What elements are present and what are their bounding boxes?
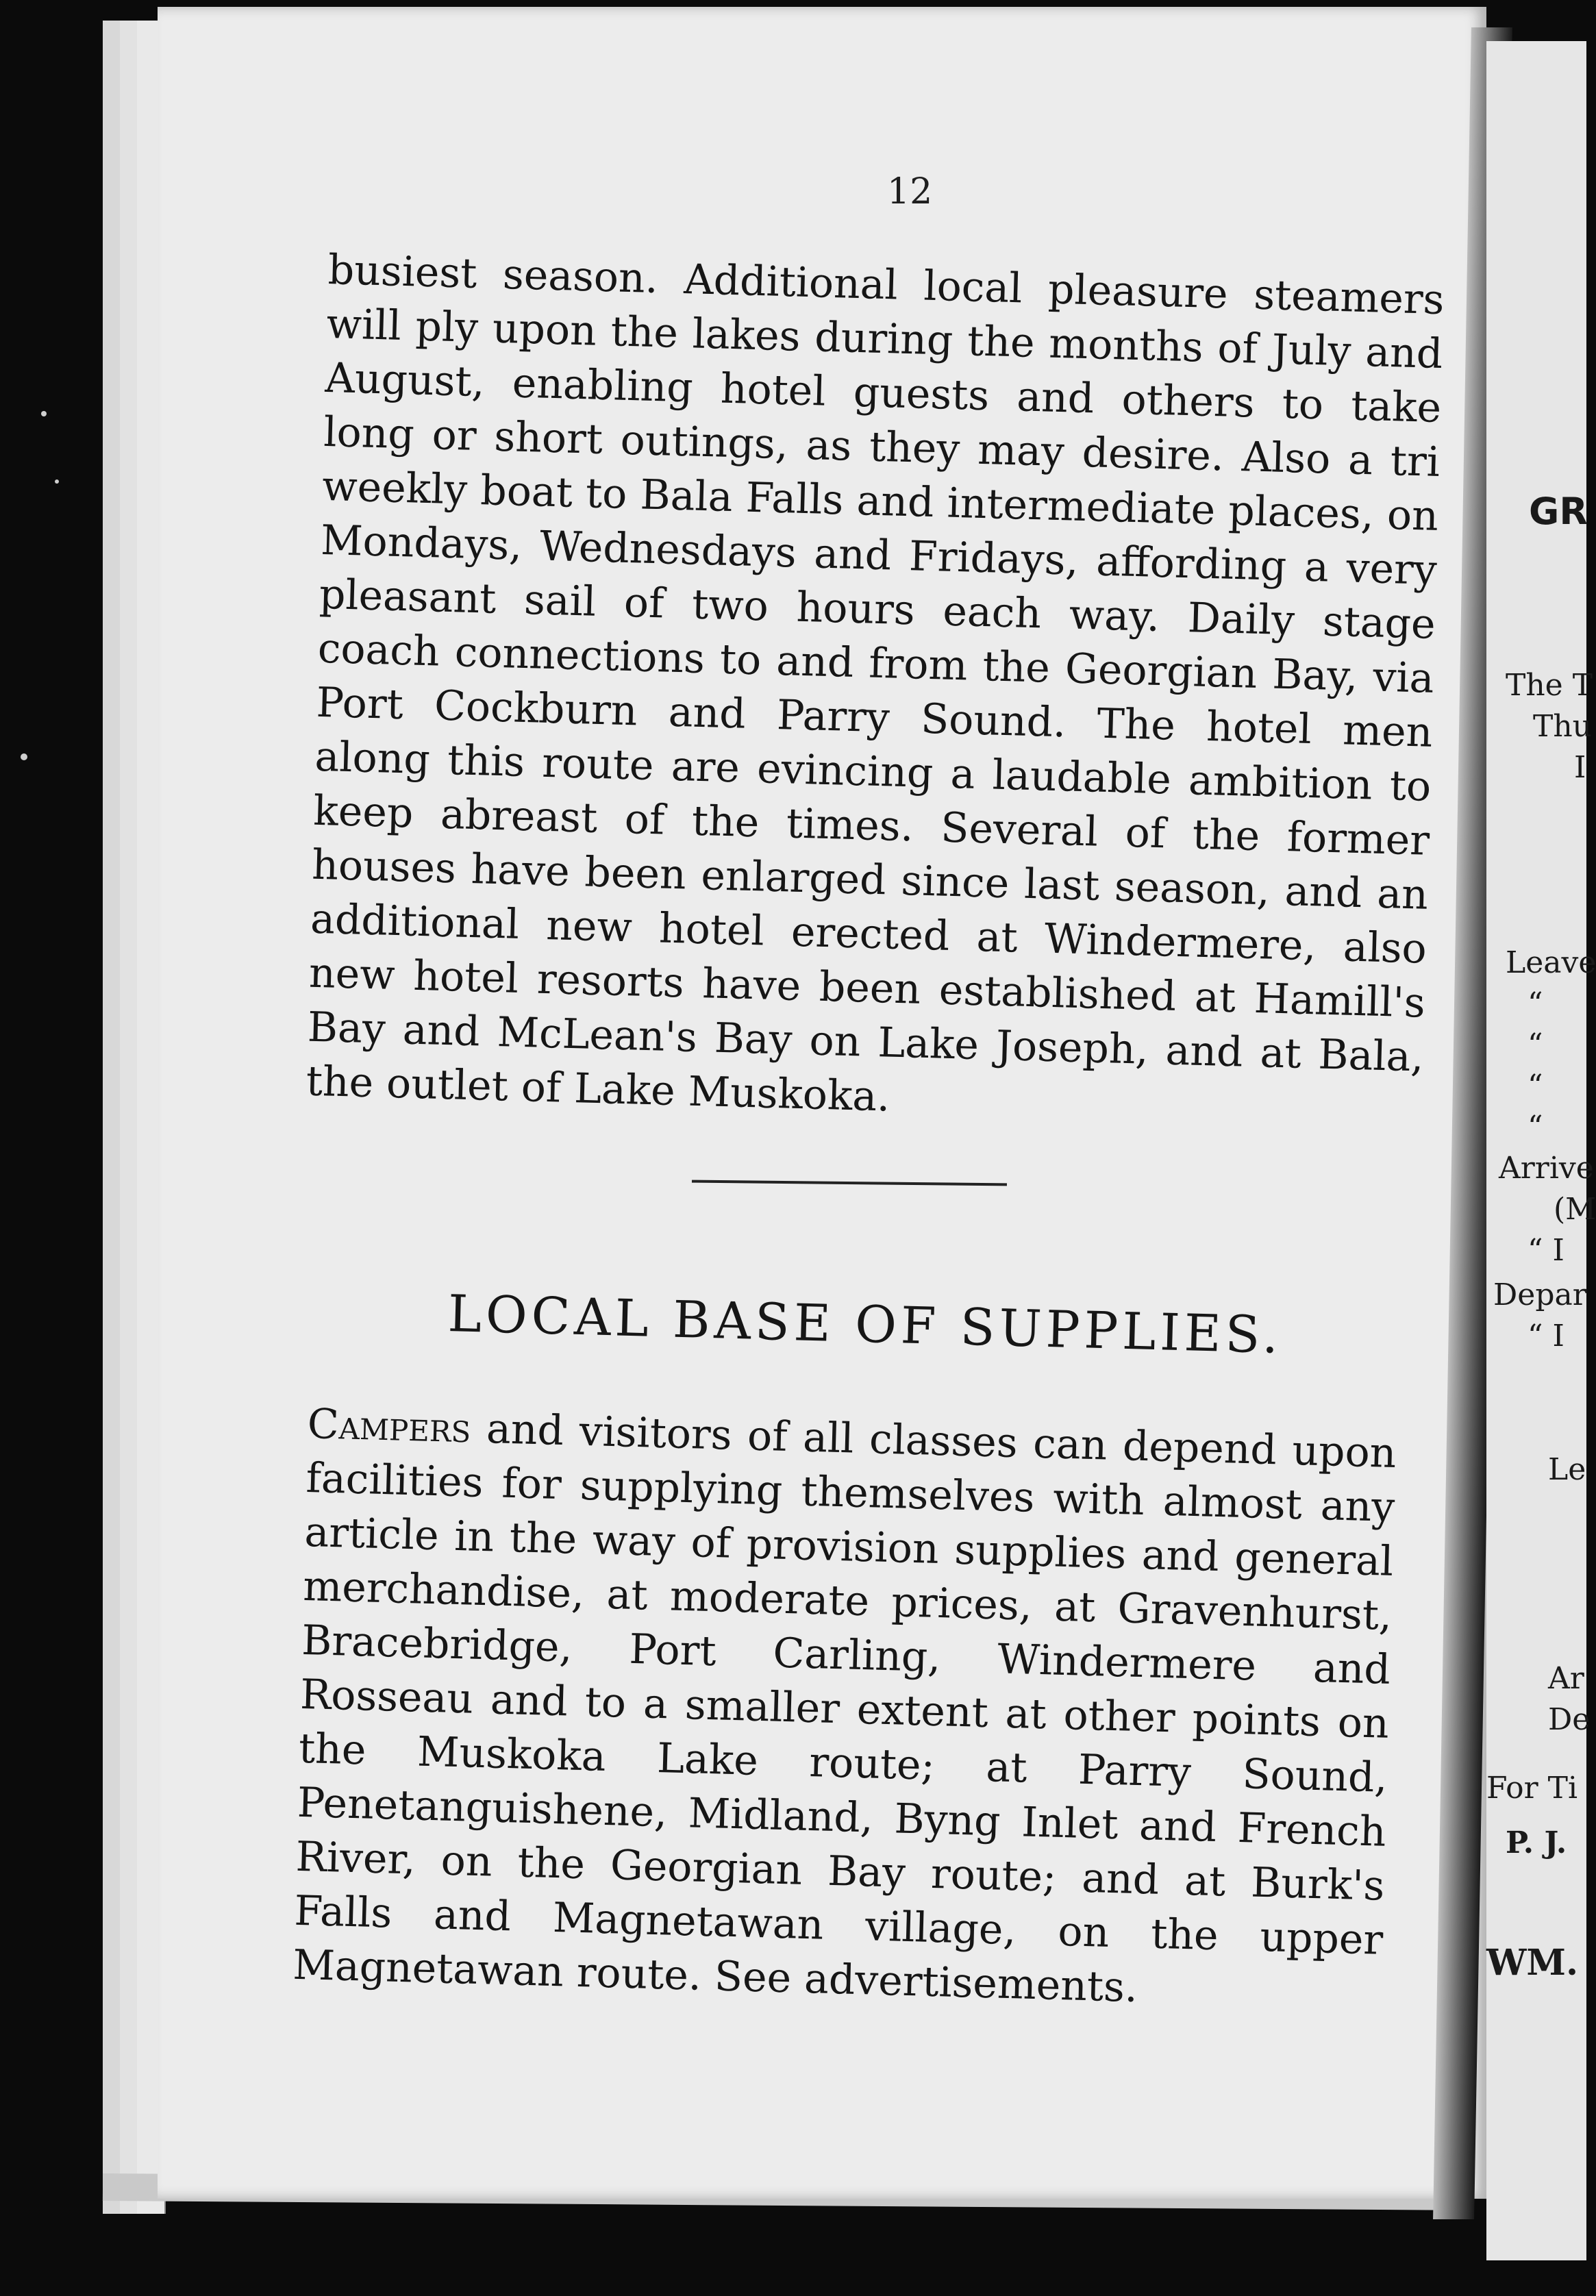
right-page-edge [1486, 41, 1596, 2260]
right-page-text: De [1548, 1702, 1591, 1737]
page-number: 12 [887, 171, 933, 212]
right-page-text: “ [1528, 1110, 1543, 1145]
right-page-text: (M [1554, 1192, 1596, 1227]
dust-speck [21, 753, 27, 760]
right-page-text: “ I [1528, 1319, 1564, 1353]
right-page-text: “ [1528, 986, 1543, 1021]
paragraph-text: busiest season. Additional local pleasure steamers will ply upon the lakes during the months of July and August, enabling hotel guests and others to take long or short outings, as they may desire. Also a tri weekly boat to Bala Falls and intermediate places, on Mondays, Wednesdays and Fridays, affording a very pleasant sail of two hours each way. Daily stage coach connections to and from the Georgian Bay, via Port Cockburn and Parry Sound. The hotel men along this route are evincing a laudable ambition to keep abreast of the times. Several of the former houses have been enlarged since last season, and an additional new hotel erected at Windermere, also new hotel resorts have been established at Hamill's Bay and McLean's Bay on Lake Joseph, and at Bala, the outlet of Lake Muskoka. [305, 245, 1445, 1121]
right-page-heading: GR [1529, 490, 1588, 533]
right-page-text: Arrive [1499, 1151, 1594, 1186]
right-page-text: I [1574, 750, 1586, 785]
lead-word: Campers [306, 1399, 472, 1453]
right-page-text: P. J. [1506, 1825, 1567, 1860]
body-paragraph [292, 1397, 1397, 2022]
right-page-text: Le [1548, 1452, 1586, 1487]
dust-speck [55, 479, 59, 484]
right-page-text: WM. [1486, 1942, 1579, 1984]
body-paragraph [306, 243, 1445, 1139]
right-page-text: Leave [1506, 945, 1596, 980]
dust-speck [41, 411, 47, 416]
right-page-text: “ [1528, 1027, 1543, 1062]
paragraph-text: and visitors of all classes can depend upon facilities for supplying themselves with almost any article in the way of provision supplies and general merchandise, at moderate prices, at Gravenhurst, Bracebridge, Port Carling, Windermere and Rosseau and to a smaller extent at other points on the Muskoka Lake route; at Parry Sound, Penetanguishene, Midland, Byng Inlet and French River, on the Georgian Bay route; and at Burk's Falls and Magnetawan village, on the upper Magnetawan route. See advertisements. [292, 1404, 1397, 2012]
right-page-text: For Ti [1486, 1771, 1578, 1806]
right-page-text: Ar [1548, 1661, 1584, 1696]
right-page-text: “ [1528, 1069, 1543, 1103]
right-page-text: Depar [1493, 1277, 1587, 1312]
right-page-text: “ I [1528, 1233, 1564, 1268]
right-page-text: Thu [1533, 709, 1593, 744]
right-page-text: The T [1506, 668, 1593, 703]
section-heading: LOCAL BASE OF SUPPLIES. [447, 1284, 1284, 1365]
